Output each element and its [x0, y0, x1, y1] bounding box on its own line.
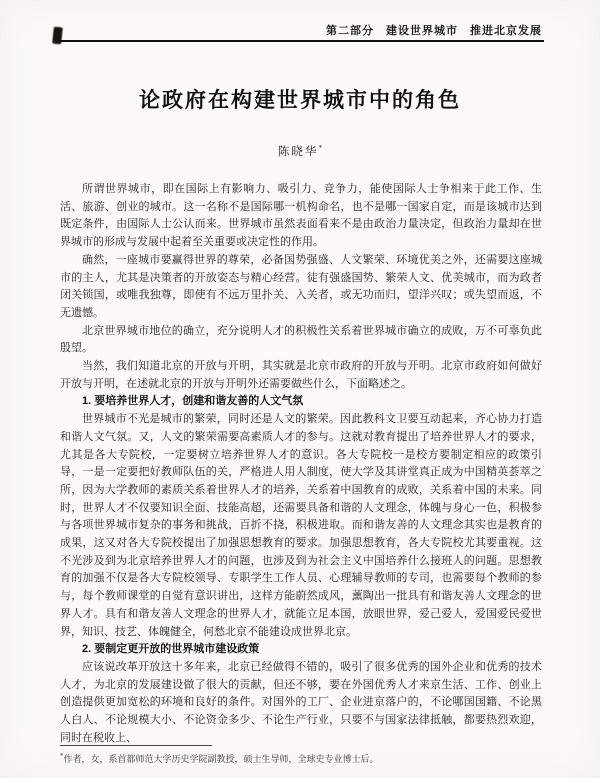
paragraph: 当然，我们知道北京的开放与开明，其实就是北京市政府的开放与开明。北京市政府如何做好开放与开明，在述就北京的开放与开明外还需要做些什么，下面略述之。: [60, 360, 542, 390]
header-rule: [58, 40, 544, 42]
section-heading-1: 1. 要培养世界人才，创建和谐友善的人文气氛: [82, 395, 304, 408]
section-heading-2: 2. 要制定更开放的世界城市建设政策: [82, 643, 260, 656]
paragraph: 所谓世界城市，即在国际上有影响力、吸引力、竞争力，能使国际人士争相来于此工作、生活、旅游、创业的城市。这一名称不是国际哪一机构命名，也不是哪一国家自定，而是该城市达到既定条件，由国际人士公认而来。世界城市虽然表面看来不是由政治力量决定，但政治力量却在世界城市的形成与发展中起着至关重要或决定性的作用。: [60, 183, 542, 249]
paragraph: 北京世界城市地位的确立，充分说明人才的积极性关系着世界城市确立的成败，万不可辜负此殷望。: [60, 324, 542, 355]
article-body: [60, 181, 542, 748]
footnote-rule: [60, 745, 212, 746]
author-footnote-mark: *: [318, 143, 323, 153]
section-body-1: 世界城市不光是城市的繁荣，同时还是人文的繁荣。因此教科文卫要互动起来，齐心协力打造和谐人文气氛。又，人文的繁荣需要高素质人才的参与。这就对教育提出了培养世界人才的要求，尤其是各大专院校，一定要树立培养世界人才的意识。各大专院校一是校方要制定相应的政策引导，一是一定要把好教师队伍的关，严格进人用人制度，使大学及其讲堂真正成为中国精英荟萃之所，因为大学教师的素质关系着世界人才的培养，关系着中国教育的成败，关系着中国的未来。同时，世界人才不仅要知识全面、技能高超，还需要具备和谐的人文理念，体魄与身心一色，积极参与各项世界城市复杂的事务和挑战，百折不挠，积极进取。而和谐友善的人文理念其实也是教育的成果，这又对各大专院校提出了加强思想教育的要求。加强思想教育，各大专院校尤其要重视。这不光涉及到为北京培养世界人才的问题，也涉及到为社会主义中国培养什么接班人的问题。思想教育的加强不仅是各大专院校领导、专职学生工作人员、心理辅导教师的专司，也需要每个教师的参与，每个教师课堂的自觉有意识讲出，这样方能蔚然成风，薰陶出一批具有和谐友善人文理念的世界人才。具有和谐友善人文理念的世界人才，就能立足本国，放眼世界，爱己爱人，爱国爱民爱世界，知识、技艺、体魄健全，何愁北京不能建设成世界北京。: [60, 413, 542, 638]
footnote-mark: *: [60, 752, 64, 760]
article-title: 论政府在构建世界城市中的角色: [139, 89, 461, 112]
article-author: [0, 143, 600, 159]
section-body-2: 应该说改革开放这十多年来，北京已经做得不错的，吸引了很多优秀的国外企业和优秀的技术人才，为北京的发展建设做了很大的贡献，但还不够，要在外国优秀人才来京生活、工作、创业上创造提供更加宽松的环境和良好的条件。对国外的工厂、企业进京落户的，不论哪国国籍、不论黑人白人、不论规模大小、不论资金多少、不论生产行业，只要不与国家法律抵触，都要热烈欢迎，同时在税收上、: [60, 660, 542, 744]
footnote: [60, 750, 542, 766]
paragraph: 确然，一座城市要赢得世界的尊荣，必备国势强盛、人文繁荣、环境优美之外，还需要这座城市的主人，尤其是决策者的开放姿态与精心经营。徒有强盛国势、繁荣人文、优美城市，而为政者闭关锁国，或唯我独尊，即使有不远万里扑关、入关者，或无功而归，望洋兴叹；或失望而返，不无遗憾。: [60, 253, 542, 319]
running-header: 第二部分 建设世界城市 推进北京发展: [326, 25, 542, 37]
author-name: 陈晓华: [277, 146, 319, 158]
footnote-text: 作者，女，系首都师范大学历史学院副教授，硕士生导师，全球史专业博士后。: [63, 754, 379, 764]
